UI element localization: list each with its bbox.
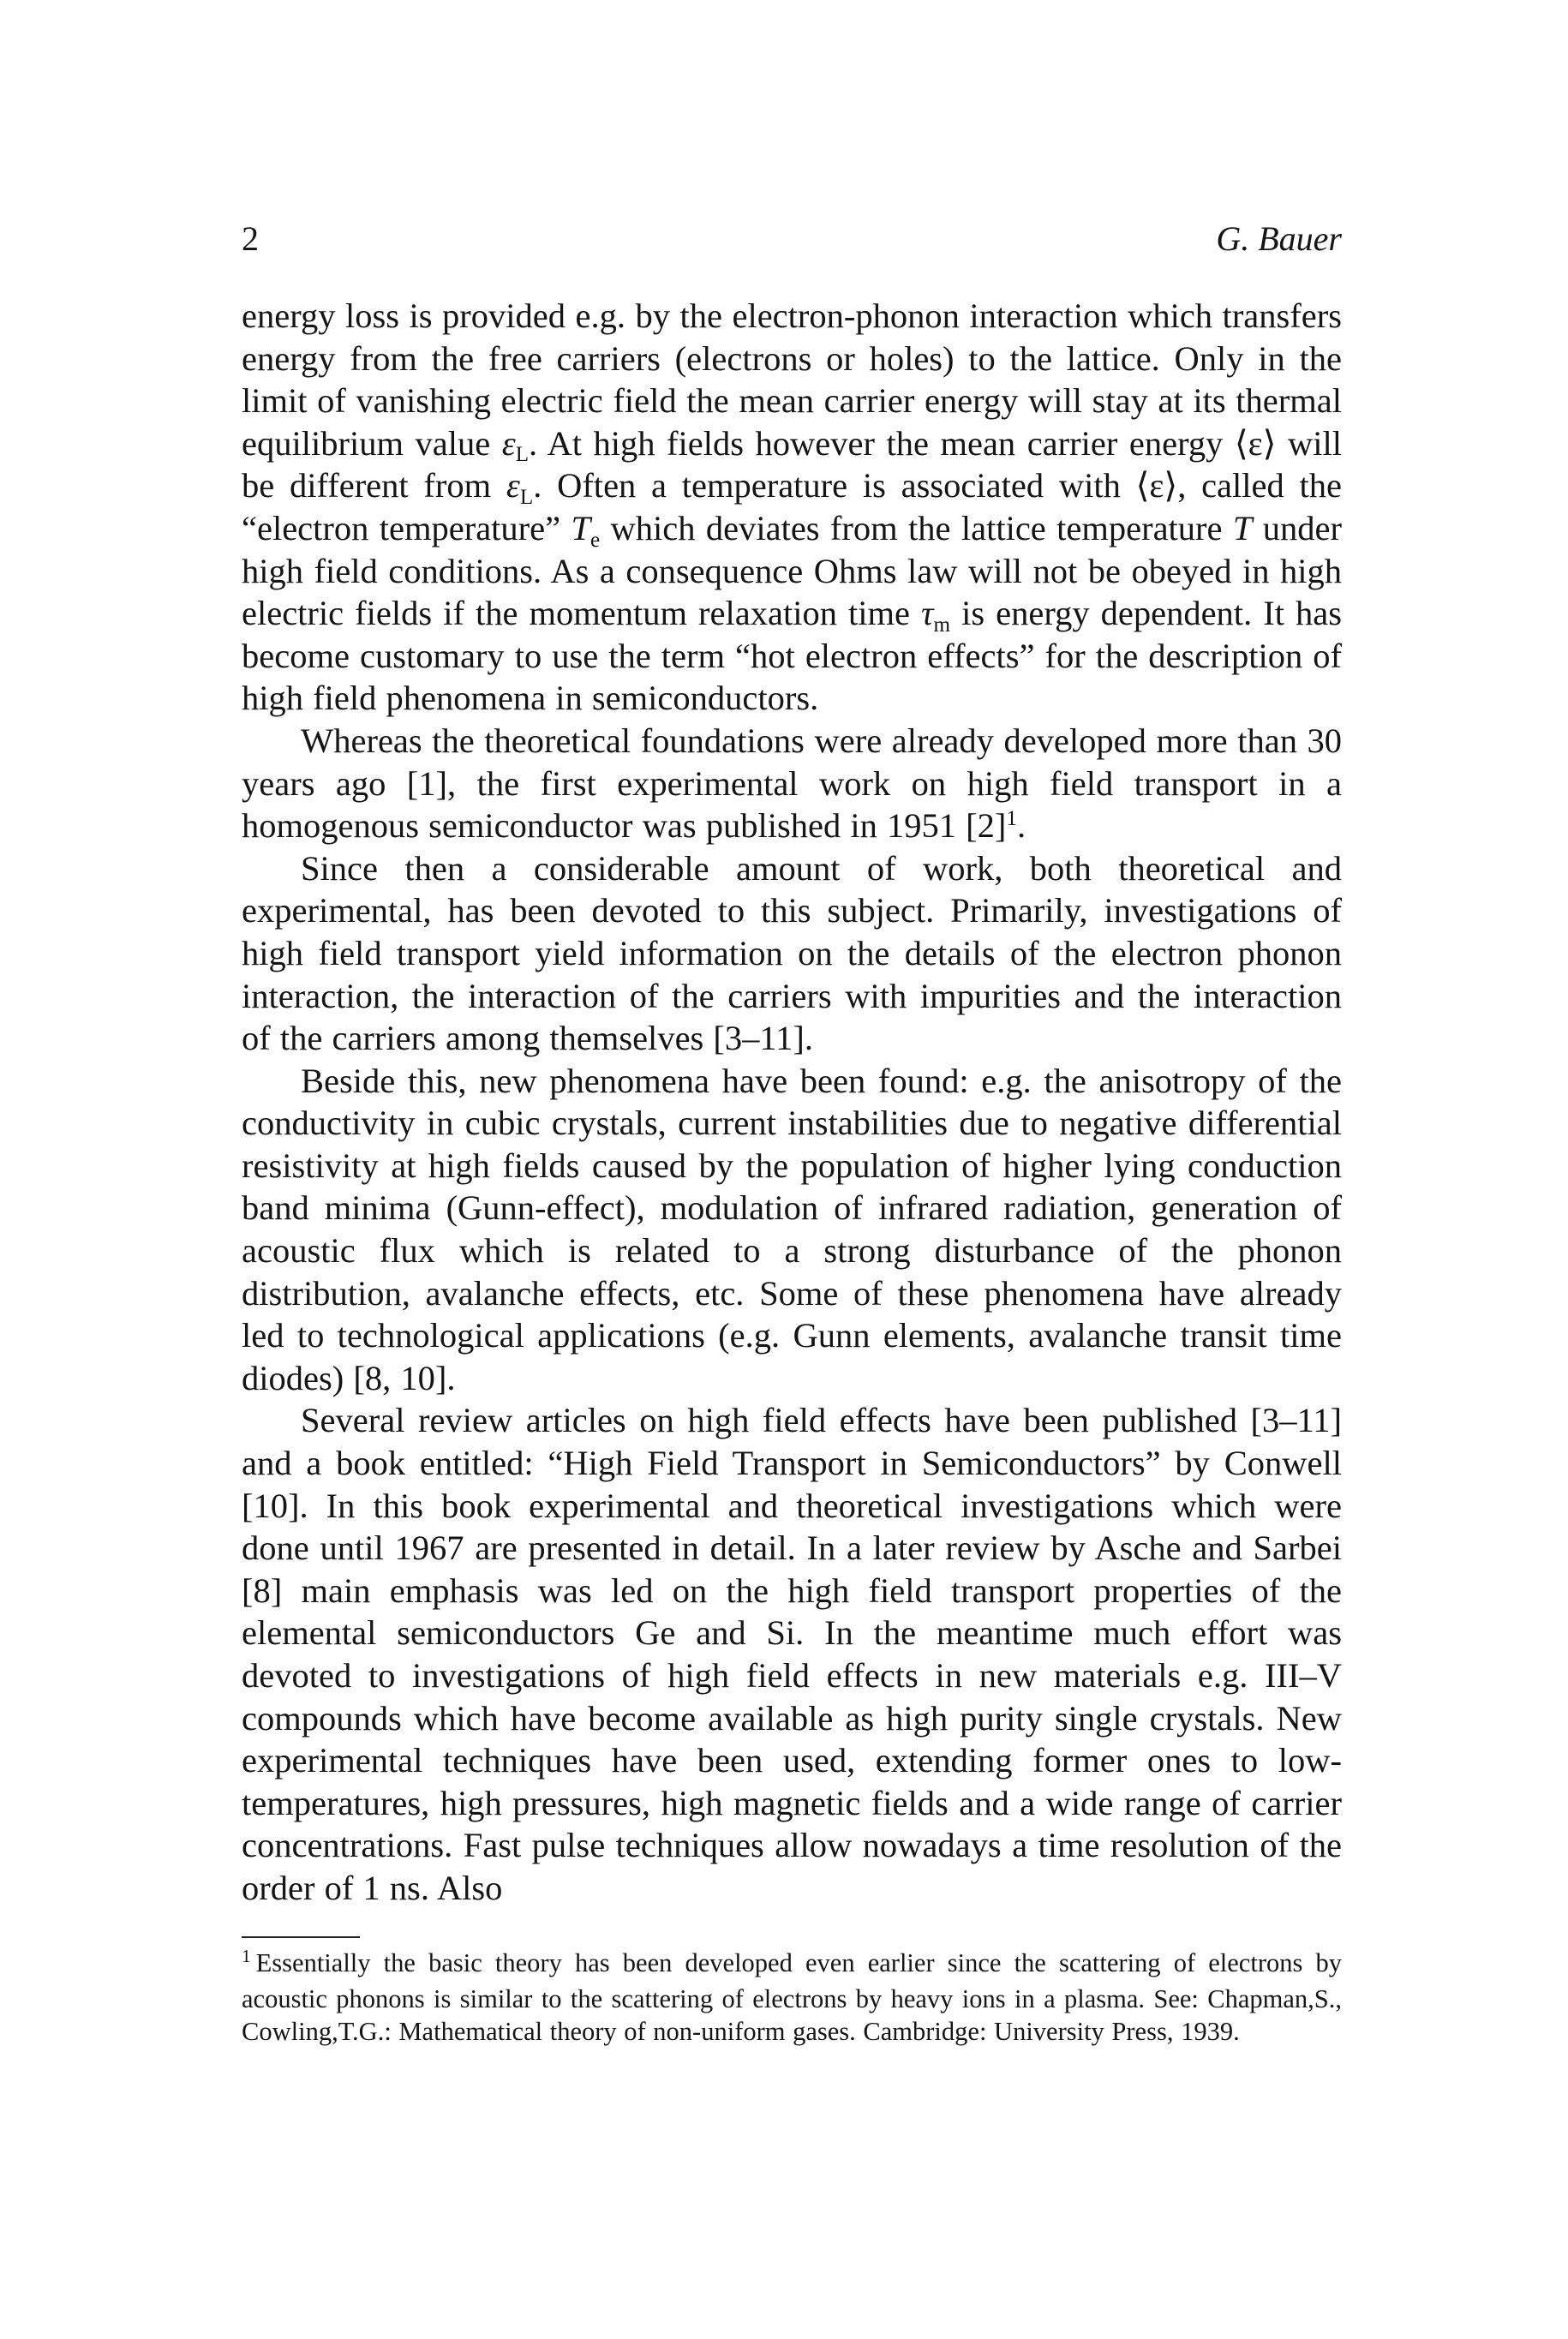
footnote [242,1947,1342,2049]
footnote-reference[interactable]: 1 [1006,807,1017,831]
page-number: 2 [242,219,259,258]
paragraph-4: Beside this, new phenomena have been found: e.g. the anisotropy of the conductivity in cubic crystals, current instabilities due to negative differential resistivity at high fields caused by the population of higher lying conduction band minima (Gunn-effect), modulation of infrared radiation, generation of acoustic flux which is related to a strong disturbance of the phonon distribution, avalanche effects, etc. Some of these phenomena have already led to technological applications (e.g. Gunn elements, avalanche transit time diodes) [8, 10]. [242,1061,1342,1397]
math-mean-energy: ⟨ε⟩ [1234,423,1277,463]
paragraph-3: Since then a considerable amount of work, both theoretical and experimental, has been devoted to this subject. Primarily, investigations of high field transport yield information on the details of the electron phonon interaction, the interaction of the carriers with impurities and the interaction of the carriers among themselves [3–11]. [242,848,1342,1058]
running-author: G. Bauer [1216,219,1342,258]
footnote-divider [242,1936,360,1938]
footnote-marker: 1 [242,1946,251,1967]
math-mean-energy: ⟨ε⟩ [1135,466,1178,505]
body-text [242,295,1342,1910]
paragraph-1: energy loss is provided e.g. by the electron-phonon interaction which transfers energy from the free carriers (electrons or holes) to the lattice. Only in the limit of vanishing electric field the mean carrier energy will stay at its thermal equilibrium value $\varepsilon_L$. At high fields however the mean carrier energy ⟨ε⟩ will be different from $\varepsilon_L$. Often a temperature is associated with ⟨ε⟩, called the “electron temperature” $T_e$ which deviates from the lattice temperature T under high field conditions. As a consequence Ohms law will not be obeyed in high electric fields if the momentum relaxation time $\tau_m$ is energy dependent. It has become customary to use the term “hot electron effects” for the description of high field phenomena in semiconductors. [242,296,1342,718]
paragraph-2: Whereas the theoretical foundations were already developed more than 30 years ago [1], the first experimental work on high field transport in a homogenous semiconductor was published in 1951 $[2]^1$. [242,721,1342,846]
footnote-text: Essentially the basic theory has been developed even earlier since the scattering of electrons by acoustic phonons is similar to the scattering of electrons by heavy ions in a plasma. See: Chapman,S., Cowling,T.G.: Mathematical theory of non-uniform gases. Cambridge: University Press, 1939. [242,1948,1342,2047]
paragraph-5: Several review articles on high field effects have been published [3–11] and a book entitled: “High Field Transport in Semiconductors” by Conwell [10]. In this book experimental and theoretical investigations which were done until 1967 are presented in detail. In a later review by Asche and Sarbei [8] main emphasis was led on the high field transport properties of the elemental semiconductors Ge and Si. In the meantime much effort was devoted to investigations of high field effects in new materials e.g. III–V compounds which have become available as high purity single crystals. New experimental techniques have been used, extending former ones to low-temperatures, high pressures, high magnetic fields and a wide range of carrier concentrations. Fast pulse techniques allow nowadays a time resolution of the order of 1 ns. Also [242,1401,1342,1907]
running-header [242,216,1342,262]
